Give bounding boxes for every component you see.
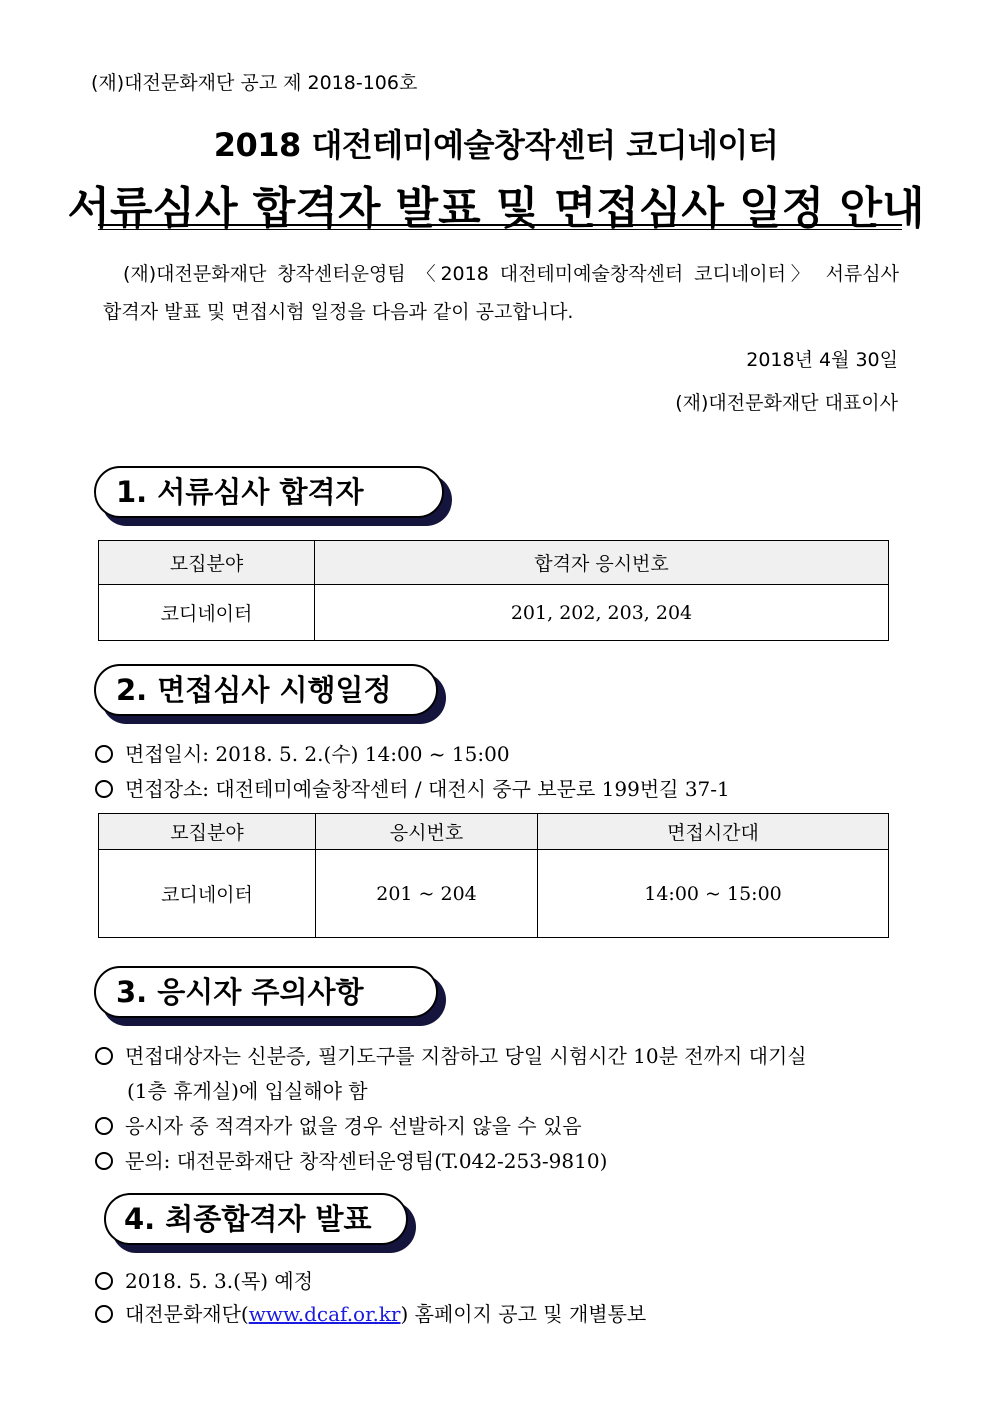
section2-table xyxy=(98,813,889,938)
intro-line1: (재)대전문화재단 창작센터운영팀 〈2018 대전테미예술창작센터 코디네이터〉 서류심사 xyxy=(123,263,899,285)
intro-line2: 합격자 발표 및 면접시험 일정을 다음과 같이 공고합니다. xyxy=(103,301,574,323)
circle-bullet-icon xyxy=(95,1305,113,1323)
table-cell: 코디네이터 xyxy=(99,850,316,938)
section3-heading xyxy=(94,966,438,1018)
bullet-text: 문의: 대전문화재단 창작센터운영팀(T.042-253-9810) xyxy=(125,1149,608,1173)
circle-bullet-icon xyxy=(95,780,113,798)
issuer: (재)대전문화재단 대표이사 xyxy=(675,392,898,414)
bullet-no-qualified xyxy=(95,1110,582,1139)
bullet-text: 응시자 중 적격자가 없을 경우 선발하지 않을 수 있음 xyxy=(125,1114,582,1138)
table-cell: 코디네이터 xyxy=(99,585,315,641)
section4-heading xyxy=(104,1193,408,1245)
section1-heading xyxy=(94,466,444,518)
table-cell: 14:00 ~ 15:00 xyxy=(538,850,889,938)
bullet-candidate-notice-cont xyxy=(127,1075,368,1104)
circle-bullet-icon xyxy=(95,1272,113,1290)
bullet-interview-location xyxy=(95,773,730,802)
section2-heading-label: 2. 면접심사 시행일정 xyxy=(116,673,392,707)
document-title-line1: 2018 대전테미예술창작센터 코디네이터 xyxy=(213,126,779,164)
section1-heading-label: 1. 서류심사 합격자 xyxy=(116,475,364,509)
document-title-line2: 서류심사 합격자 발표 및 면접심사 일정 안내 xyxy=(67,183,925,234)
table-header-row xyxy=(99,541,889,585)
bullet-text: 면접일시: 2018. 5. 2.(수) 14:00 ~ 15:00 xyxy=(125,742,510,766)
table-cell: 201 ~ 204 xyxy=(316,850,538,938)
title-underline-thin xyxy=(98,229,902,230)
notice-number: (재)대전문화재단 공고 제 2018-106호 xyxy=(91,72,418,94)
intro-paragraph xyxy=(103,255,899,331)
table-row xyxy=(99,585,889,641)
bullet-text-prefix: 대전문화재단( xyxy=(125,1302,249,1326)
bullet-text-suffix: ) 홈페이지 공고 및 개별통보 xyxy=(400,1302,647,1326)
section3-heading-label: 3. 응시자 주의사항 xyxy=(116,975,364,1009)
title-underline xyxy=(98,224,902,226)
bullet-interview-datetime xyxy=(95,738,510,767)
table-header-row xyxy=(99,814,889,850)
bullet-text: 면접장소: 대전테미예술창작센터 / 대전시 중구 보문로 199번길 37-1 xyxy=(125,777,730,801)
circle-bullet-icon xyxy=(95,1152,113,1170)
circle-bullet-icon xyxy=(95,1047,113,1065)
section4-heading-label: 4. 최종합격자 발표 xyxy=(124,1202,372,1236)
section2-heading xyxy=(94,664,438,716)
circle-bullet-icon xyxy=(95,1117,113,1135)
website-link[interactable]: www.dcaf.or.kr xyxy=(248,1302,401,1326)
announcement-date: 2018년 4월 30일 xyxy=(746,349,898,371)
bullet-contact xyxy=(95,1145,607,1174)
bullet-final-announcement xyxy=(95,1298,646,1327)
bullet-text: (1층 휴게실)에 입실해야 함 xyxy=(127,1079,368,1103)
table-row xyxy=(99,850,889,938)
table-header-cell: 합격자 응시번호 xyxy=(315,541,889,585)
bullet-text: 2018. 5. 3.(목) 예정 xyxy=(125,1269,314,1293)
table-cell: 201, 202, 203, 204 xyxy=(315,585,889,641)
bullet-final-date xyxy=(95,1265,313,1294)
section1-table xyxy=(98,540,889,641)
table-header-cell: 응시번호 xyxy=(316,814,538,850)
table-header-cell: 모집분야 xyxy=(99,814,316,850)
circle-bullet-icon xyxy=(95,745,113,763)
bullet-candidate-notice xyxy=(95,1040,807,1069)
table-header-cell: 면접시간대 xyxy=(538,814,889,850)
bullet-text: 면접대상자는 신분증, 필기도구를 지참하고 당일 시험시간 10분 전까지 대기실 xyxy=(125,1044,807,1068)
table-header-cell: 모집분야 xyxy=(99,541,315,585)
